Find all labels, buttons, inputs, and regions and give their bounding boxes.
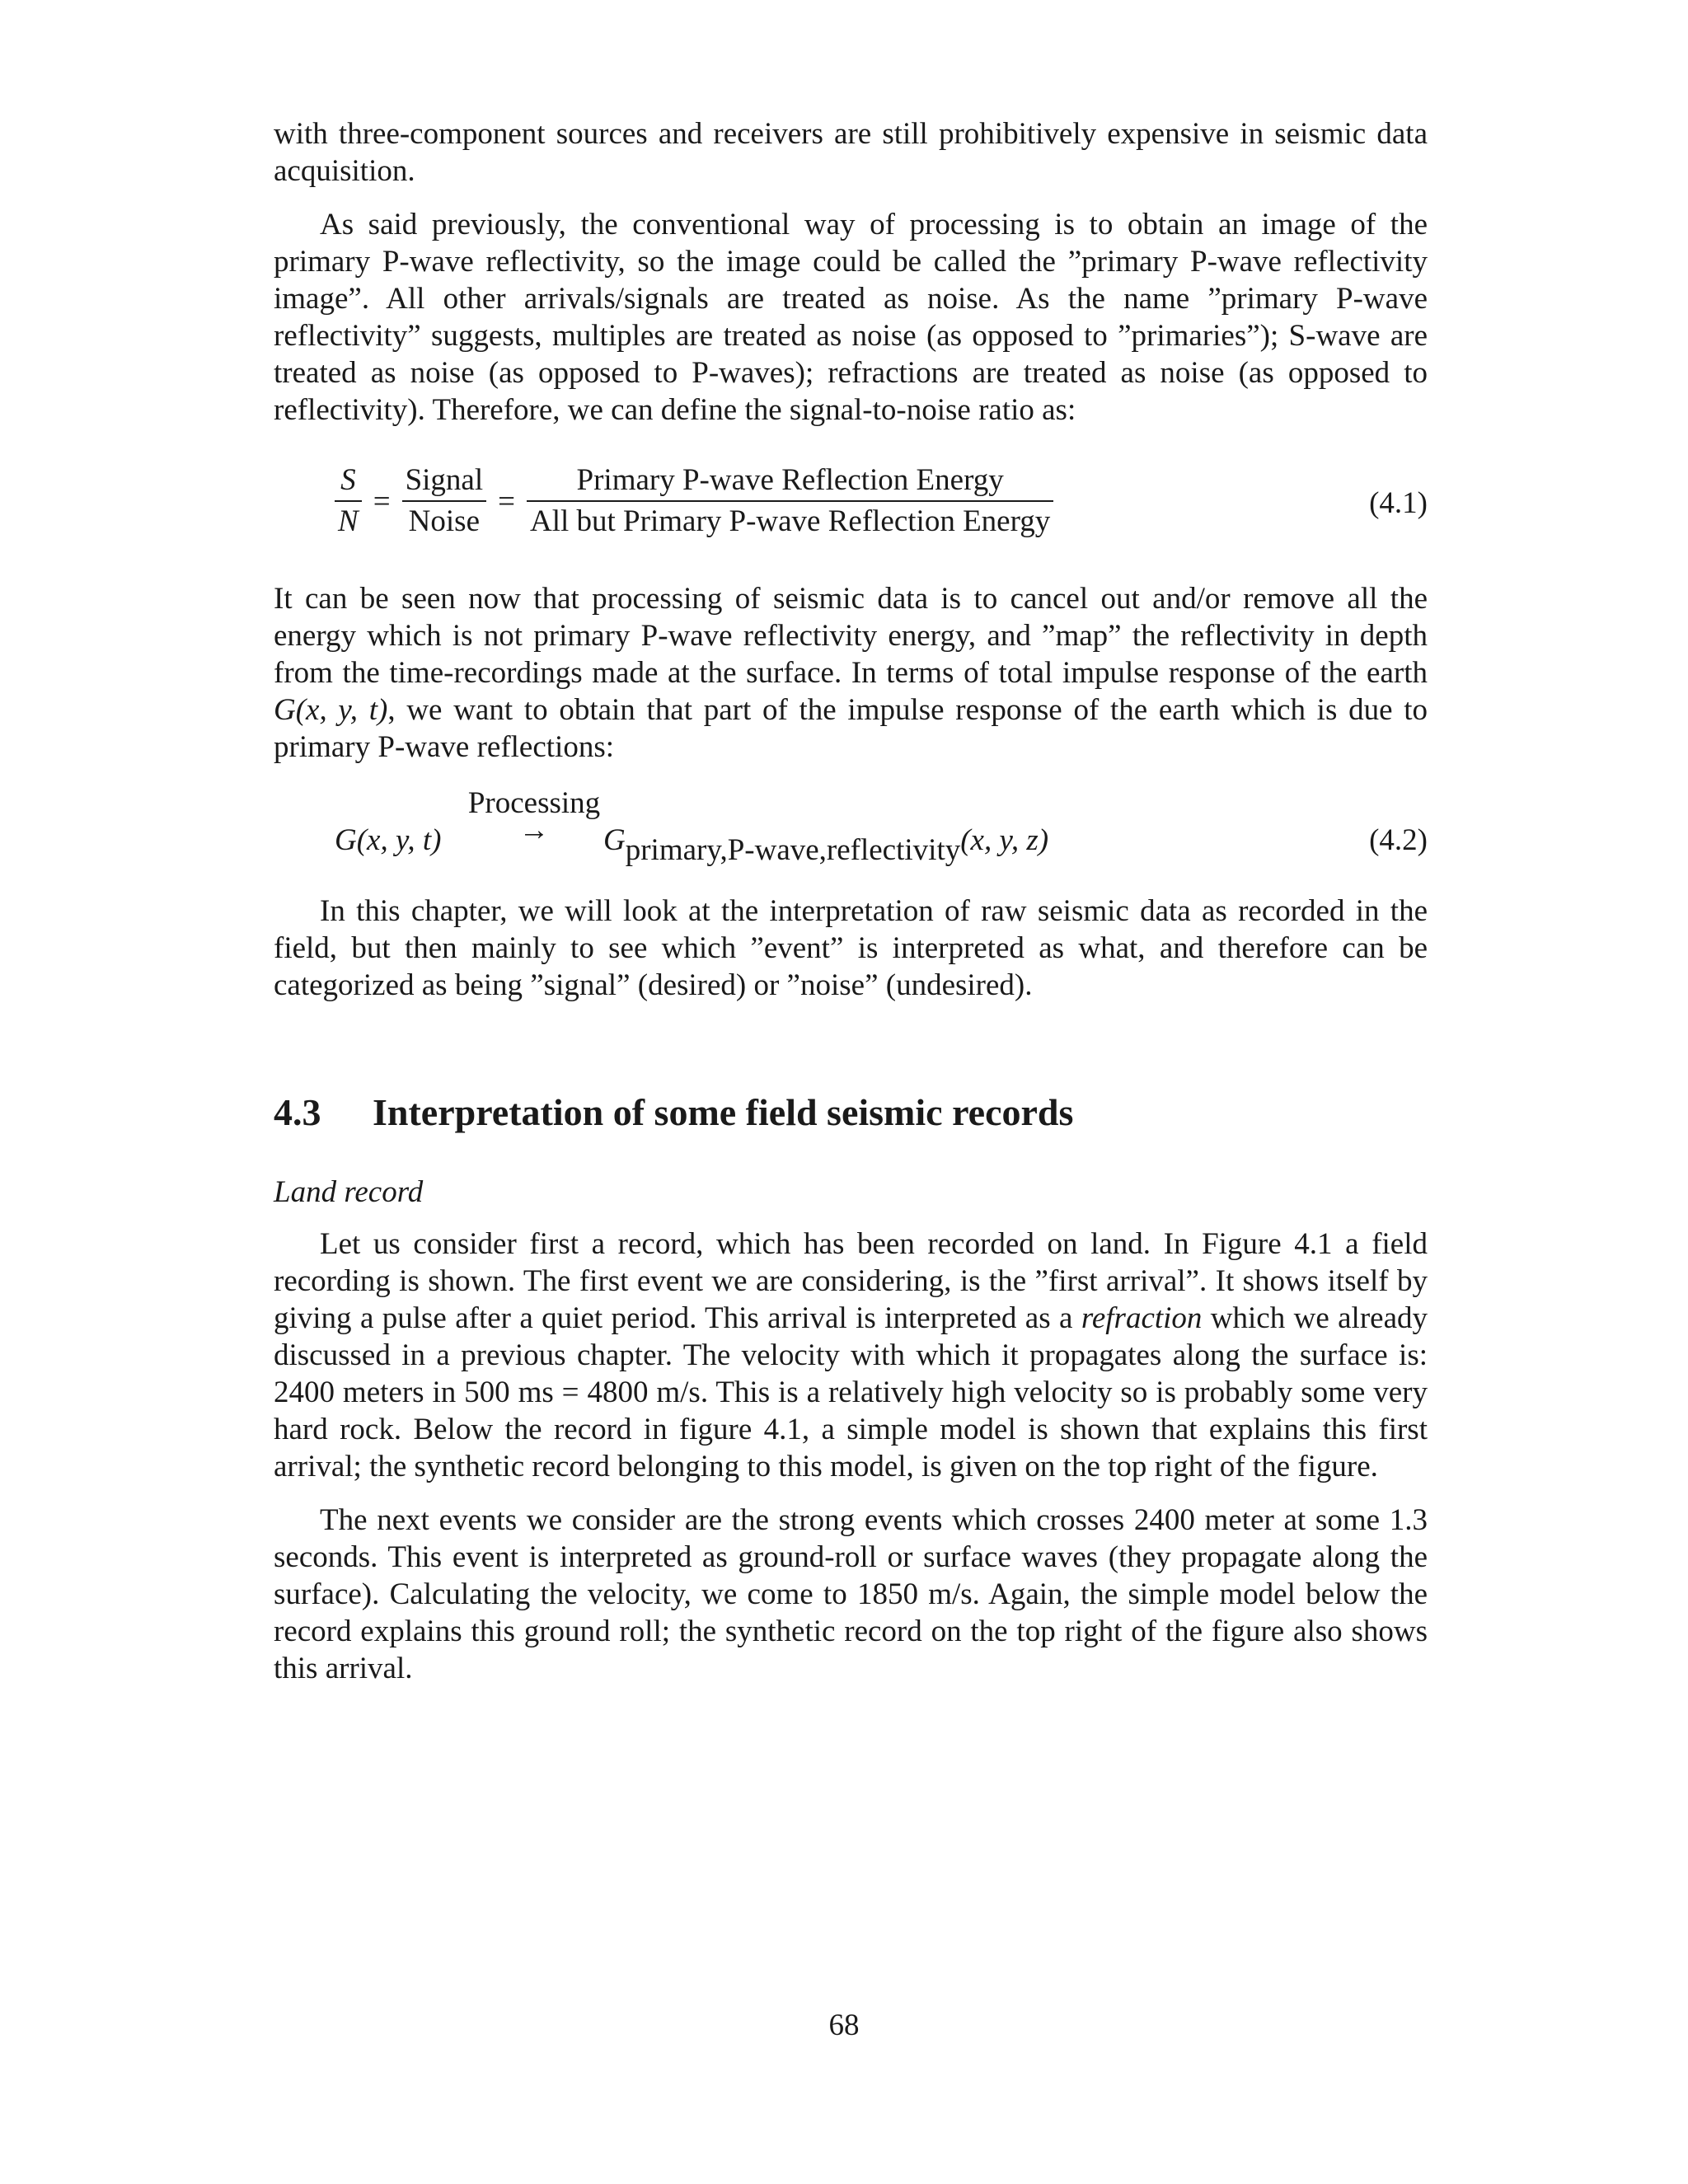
eq2-rhs xyxy=(603,822,1048,869)
eq2-processing-arrow xyxy=(460,785,608,847)
page-body xyxy=(274,115,1428,1687)
eq2-lhs: G(x, y, t) xyxy=(335,823,442,857)
fraction-s-over-n xyxy=(335,462,362,540)
section-heading xyxy=(274,1090,1428,1136)
section-number: 4.3 xyxy=(274,1091,321,1133)
section-title: Interpretation of some field seismic records xyxy=(373,1091,1074,1133)
equation-number-4-2: (4.2) xyxy=(1369,823,1428,857)
eq-s: S xyxy=(340,463,356,497)
eq-equals-1: = xyxy=(373,484,391,518)
paragraph-3: It can be seen now that processing of seismic data is to cancel out and/or remove all the energy which is not primary P-wave reflectivity energy, and ”map” the reflectivity in depth from the time-recordings made at the surface. In terms of total impulse response of the earth G(x, y, t), we want to obtain that part of the impulse response of the earth which is due to primary P-wave reflections: xyxy=(274,582,1428,764)
eq-equals-2: = xyxy=(498,484,515,518)
paragraph-2: As said previously, the conventional way of processing is to obtain an image of the primary P-wave reflectivity, so the image could be called the ”primary P-wave reflectivity image”. All other arrivals/signals are treated as noise. As the name ”primary P-wave reflectivity” suggests, multiples are treated as noise (as opposed to ”primaries”); S-wave are treated as noise (as opposed to P-waves); refractions are treated as noise (as opposed to reflectivity). Therefore, we can define the signal-to-noise ratio as: xyxy=(274,208,1428,427)
eq-signal: Signal xyxy=(405,463,484,497)
equation-4-2 xyxy=(274,785,1428,868)
paragraph-5-emphasis: refraction xyxy=(1081,1301,1203,1335)
paragraph-5 xyxy=(274,1226,1428,1485)
paragraph-5-part-b: which we already discussed in a previous chapter. The velocity with which it propagates along the surface is: 2400 meters in 500 ms = 4800 m/s. This is a relatively high velocity so is probably some very hard rock. Below the record in figure 4.1, a simple model is shown that explains this first arrival; the synthetic record belonging to this model, is given on the top right of the figure. xyxy=(274,1301,1428,1483)
paragraph-5-part-a: Let us consider first a record, which has been recorded on land. In Figure 4.1 a field recording is shown. The first event we are considering, is the ”first arrival”. It shows itself by giving a pulse after a quiet period. This arrival is interpreted as a xyxy=(274,1227,1428,1335)
paragraph-6: The next events we consider are the strong events which crosses 2400 meter at some 1.3 seconds. This event is interpreted as ground-roll or surface waves (they propagate along the surface). Calculating the velocity, we come to 1850 m/s. Again, the simple model below the record explains this ground roll; the synthetic record on the top right of the figure also shows this arrival. xyxy=(274,1503,1428,1685)
eq2-rhs-args: (x, y, z) xyxy=(960,823,1049,857)
subheading-land-record: Land record xyxy=(274,1175,424,1209)
inline-math-g: G(x, y, t) xyxy=(274,693,388,727)
eq2-rhs-subscript: primary,P-wave,reflectivity xyxy=(625,833,961,867)
fraction-signal-over-noise xyxy=(402,462,487,540)
eq-n: N xyxy=(338,504,359,538)
paragraph-4: In this chapter, we will look at the interpretation of raw seismic data as recorded in the field, but then mainly to see which ”event” is interpreted as what, and therefore can be categorized as being ”signal” (desired) or ”noise” (undesired). xyxy=(274,894,1428,1002)
paragraph-1: with three-component sources and receivers are still prohibitively expensive in seismic data acquisition. xyxy=(274,117,1428,188)
arrow-right-icon: → xyxy=(518,813,550,847)
eq-noise: Noise xyxy=(408,504,480,538)
eq-numerator: Primary P-wave Reflection Energy xyxy=(576,463,1004,497)
page-number: 68 xyxy=(828,2008,860,2042)
fraction-energy xyxy=(527,462,1053,540)
eq-denominator: All but Primary P-wave Reflection Energy xyxy=(530,504,1051,538)
equation-4-1 xyxy=(274,452,1428,551)
eq2-processing-label: Processing xyxy=(467,786,601,820)
eq2-rhs-g: G xyxy=(603,823,626,857)
equation-number-4-1: (4.1) xyxy=(1369,486,1428,520)
